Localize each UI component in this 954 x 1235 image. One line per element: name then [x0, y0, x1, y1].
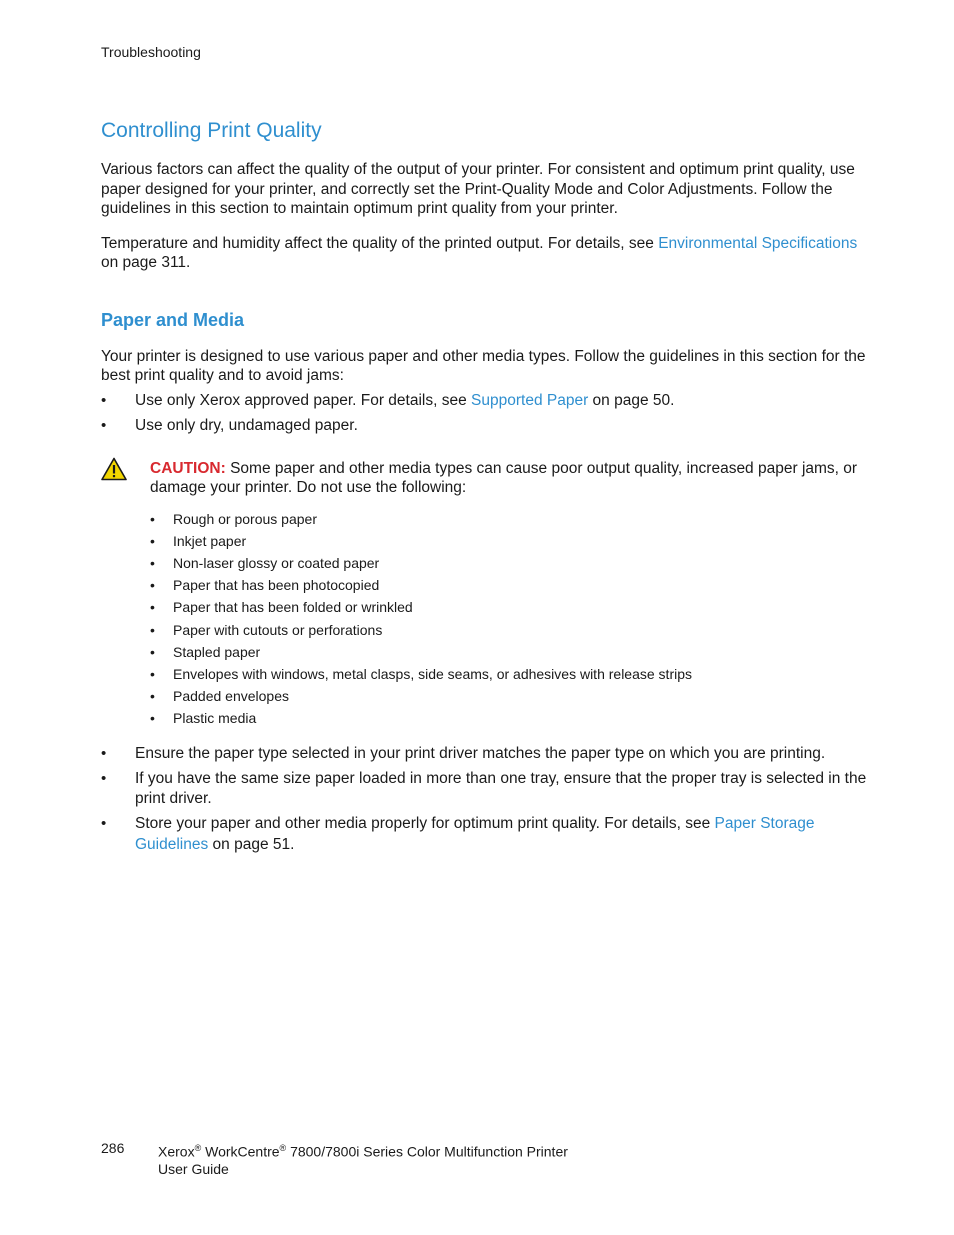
brand-name: Xerox: [158, 1143, 195, 1160]
bullet-text: Store your paper and other media properly for optimum print quality. For details, see: [135, 815, 715, 833]
guideline-list: [101, 391, 871, 437]
list-item: [150, 619, 871, 641]
page-number: 286: [101, 1140, 125, 1156]
bullet-icon: •: [150, 554, 155, 571]
model-name: 7800/7800i Series Color Multifunction Printer: [286, 1143, 568, 1160]
list-item: [150, 596, 871, 618]
bullet-icon: •: [150, 643, 155, 660]
bullet-icon: •: [101, 769, 107, 787]
supported-paper-link[interactable]: Supported Paper: [471, 391, 589, 409]
section-title-paper-and-media: Paper and Media: [101, 309, 245, 330]
list-item: [150, 530, 871, 552]
bullet-icon: •: [150, 532, 155, 549]
bullet-icon: •: [150, 688, 155, 705]
warning-triangle-icon: [101, 457, 127, 481]
bullet-page-ref: on page 51.: [208, 835, 295, 853]
avoid-media-list: [150, 508, 871, 730]
page-title: Controlling Print Quality: [101, 119, 322, 142]
list-item-text: Envelopes with windows, metal clasps, side seams, or adhesives with release strips: [173, 665, 693, 682]
bullet-icon: •: [150, 710, 155, 727]
document-title: [158, 1140, 658, 1179]
list-item: [150, 685, 871, 707]
registered-mark: ®: [279, 1143, 287, 1153]
list-item: [150, 641, 871, 663]
bullet-icon: •: [150, 510, 155, 527]
list-item: [101, 416, 871, 437]
caution-label: CAUTION:: [150, 459, 226, 477]
bullet-page-ref: on page 50.: [588, 391, 675, 409]
bullet-icon: •: [101, 417, 107, 434]
temperature-page-ref: on page 311.: [101, 254, 191, 271]
bullet-icon: •: [101, 815, 107, 833]
product-line: [158, 1140, 658, 1161]
bullet-icon: •: [150, 621, 155, 638]
list-item: [150, 508, 871, 530]
environmental-specifications-link[interactable]: Environmental Specifications: [658, 234, 858, 252]
list-item-text: Rough or porous paper: [173, 510, 317, 527]
temperature-paragraph: [101, 234, 871, 273]
bullet-icon: •: [150, 665, 155, 682]
bullet-icon: •: [150, 577, 155, 594]
bullet-text: Use only dry, undamaged paper.: [135, 417, 358, 434]
list-item: [150, 574, 871, 596]
list-item: [150, 707, 871, 729]
list-item-text: Paper that has been photocopied: [173, 577, 380, 594]
list-item: [101, 814, 871, 855]
bullet-text: If you have the same size paper loaded in more than one tray, ensure that the proper tray is selected in the print driver.: [135, 769, 867, 808]
caution-box: [101, 459, 871, 730]
list-item: [101, 744, 871, 765]
list-item-text: Plastic media: [173, 710, 257, 727]
guide-name: User Guide: [158, 1161, 229, 1178]
bullet-icon: •: [150, 599, 155, 616]
intro-paragraph: Various factors can affect the quality of the output of your printer. For consistent and optimum print quality, use paper designed for your printer, and correctly set the Print-Quality Mode and Color Adjustments. Follow the guidelines in this section to maintain optimum print quality from your printer.: [101, 161, 855, 217]
list-item: [101, 769, 871, 810]
list-item: [150, 663, 871, 685]
registered-mark: ®: [194, 1143, 202, 1153]
product-name: WorkCentre: [201, 1143, 280, 1160]
paper-storage-guidelines-link[interactable]: Paper Storage Guidelines: [135, 815, 815, 853]
guideline-list-continued: [101, 744, 871, 856]
caution-text: [150, 459, 871, 498]
list-item-text: Inkjet paper: [173, 532, 247, 549]
list-item-text: Non-laser glossy or coated paper: [173, 554, 380, 571]
list-item-text: Paper with cutouts or perforations: [173, 621, 383, 638]
list-item: [150, 552, 871, 574]
temperature-text: Temperature and humidity affect the quality of the printed output. For details, see: [101, 234, 659, 252]
list-item: [101, 391, 871, 412]
list-item-text: Stapled paper: [173, 643, 261, 660]
bullet-icon: •: [101, 391, 107, 409]
bullet-text: Ensure the paper type selected in your print driver matches the paper type on which you are printing.: [135, 744, 826, 762]
bullet-text: Use only Xerox approved paper. For details, see: [135, 391, 472, 409]
caution-message: Some paper and other media types can cause poor output quality, increased paper jams, or damage your printer. Do not use the following:: [150, 459, 858, 496]
paper-media-intro: Your printer is designed to use various paper and other media types. Follow the guidelines in this section for the best print quality and to avoid jams:: [101, 347, 866, 384]
list-item-text: Paper that has been folded or wrinkled: [173, 599, 413, 616]
running-header: Troubleshooting: [101, 44, 201, 60]
bullet-icon: •: [101, 744, 107, 762]
list-item-text: Padded envelopes: [173, 688, 289, 705]
page-content: [101, 116, 871, 860]
